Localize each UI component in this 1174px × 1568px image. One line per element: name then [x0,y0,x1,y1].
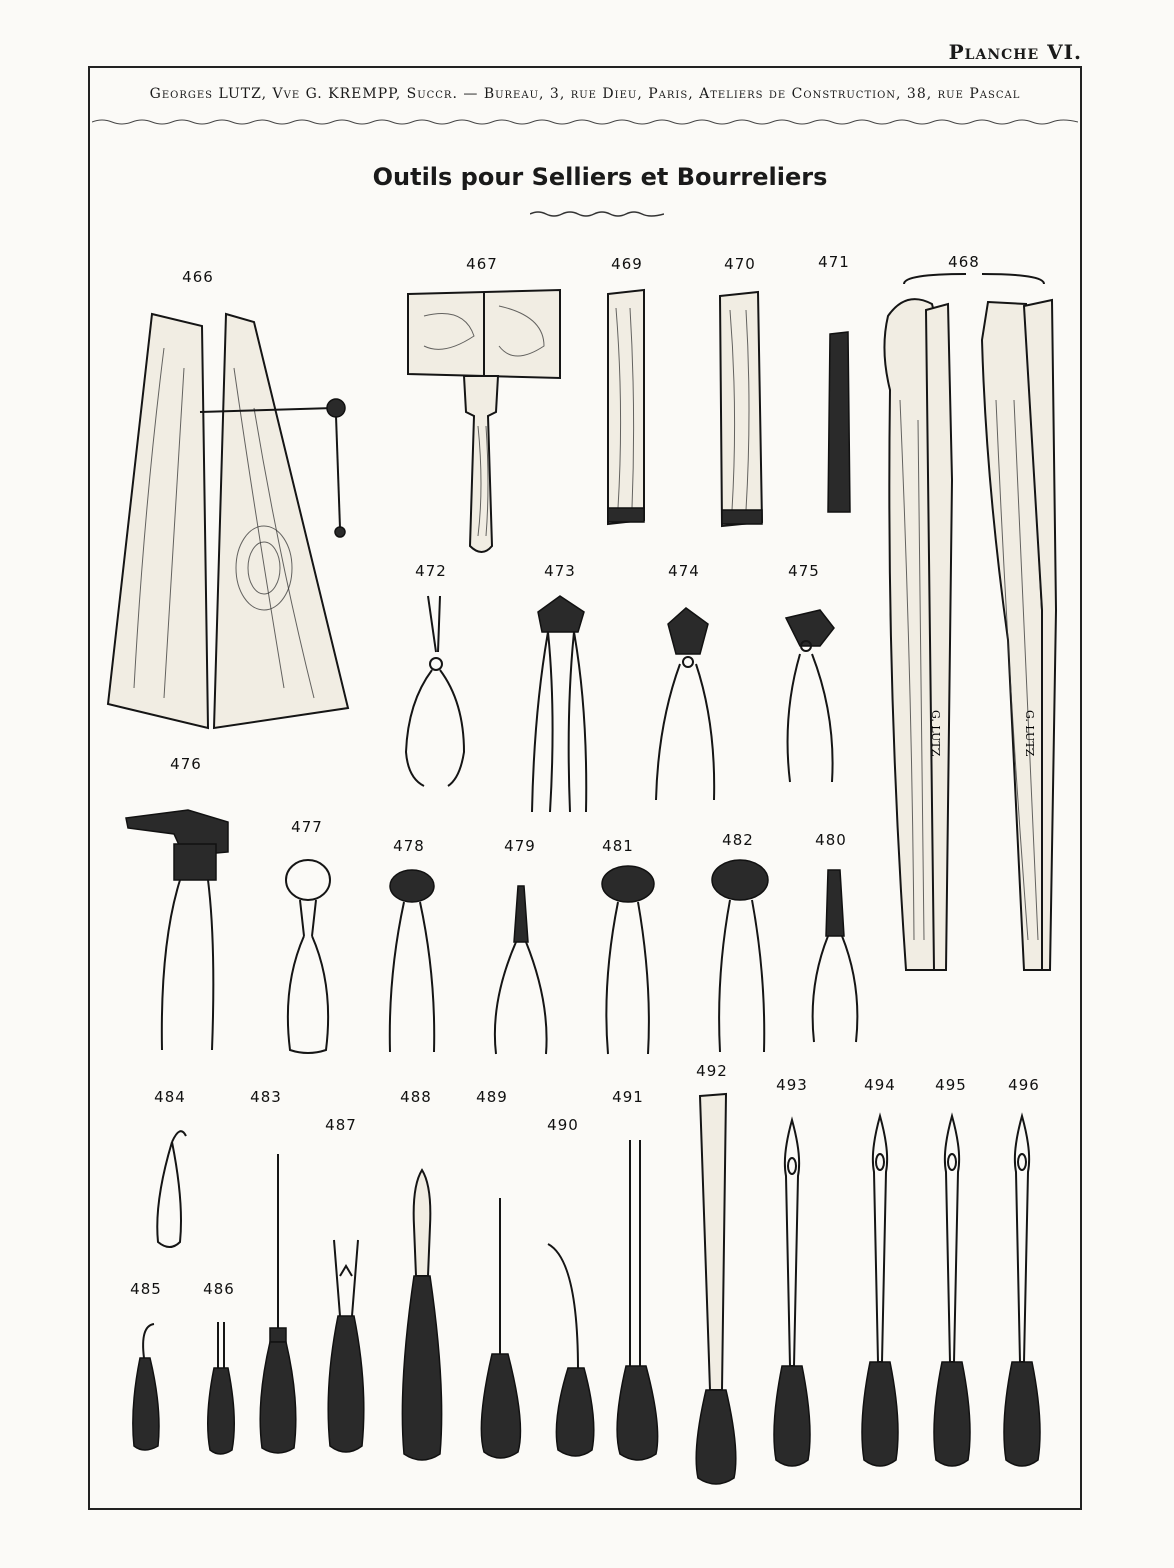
item-number-491: 491 [612,1088,644,1106]
awl-489-illustration [476,1194,528,1464]
item-number-469: 469 [611,255,643,273]
plate-number: Planche VI. [948,40,1082,64]
item-number-483: 483 [250,1088,282,1106]
pincers-473-illustration [526,592,594,818]
header-address: Georges LUTZ, Vve G. KREMPP, Succr. — Bureau, 3, rue Dieu, Paris, Ateliers de Construction, 38, rue Pascal [149,86,1021,102]
item-number-484: 484 [154,1088,186,1106]
item-number-472: 472 [415,562,447,580]
item-number-495: 495 [935,1076,967,1094]
awl-486-illustration [202,1318,242,1458]
item-number-475: 475 [788,562,820,580]
needle-495-illustration [930,1112,974,1472]
stitching-clamp-pair-illustration [876,280,1072,970]
item-number-493: 493 [776,1076,808,1094]
hammer-pincers-476-illustration [124,804,234,1054]
item-number-477: 477 [291,818,323,836]
item-number-492: 492 [696,1062,728,1080]
pliers-472-illustration [398,592,472,792]
rubbing-stick-470-illustration [716,290,766,530]
flat-pliers-480-illustration [804,866,864,1046]
awl-491-illustration [612,1136,662,1466]
hook-484-illustration [150,1122,190,1252]
item-number-487: 487 [325,1116,357,1134]
item-number-480: 480 [815,831,847,849]
item-number-486: 486 [203,1280,235,1298]
needle-496-illustration [1000,1112,1044,1472]
item-number-478: 478 [393,837,425,855]
item-number-488: 488 [400,1088,432,1106]
title-flourish [530,208,664,220]
item-number-496: 496 [1008,1076,1040,1094]
round-nose-pliers-479-illustration [488,882,552,1058]
punch-pliers-475-illustration [776,606,846,786]
mallet-illustration [404,286,564,560]
item-number-476: 476 [170,755,202,773]
item-number-467: 467 [466,255,498,273]
clamp-left-engraving: G. LUTZ [929,710,942,757]
rubbing-stick-469-illustration [604,288,648,528]
wide-chisel-492-illustration [692,1090,740,1490]
item-number-471: 471 [818,253,850,271]
item-number-481: 481 [602,837,634,855]
item-number-490: 490 [547,1116,579,1134]
pincers-482-illustration [706,856,776,1056]
pincers-481-illustration [596,862,660,1062]
item-number-473: 473 [544,562,576,580]
round-knife-488-illustration [398,1166,446,1466]
item-number-466: 466 [182,268,214,286]
page-title: Outils pour Selliers et Bourreliers [372,163,828,191]
ring-tongs-477-illustration [278,856,338,1056]
item-number-470: 470 [724,255,756,273]
end-cutters-478-illustration [382,866,442,1056]
awl-483-illustration [256,1152,300,1458]
item-number-479: 479 [504,837,536,855]
item-number-489: 489 [476,1088,508,1106]
curved-awl-490-illustration [544,1240,600,1462]
item-number-485: 485 [130,1280,162,1298]
item-number-474: 474 [668,562,700,580]
hook-awl-485-illustration [126,1318,166,1454]
needle-494-illustration [858,1112,902,1472]
header-divider [92,118,1078,126]
forked-tool-487-illustration [324,1236,368,1458]
clamp-right-engraving: G. LUTZ [1023,710,1036,757]
needle-493-illustration [770,1116,814,1472]
item-number-468: 468 [948,253,980,271]
small-file-471-illustration [824,330,854,514]
saddlers-clam-illustration [104,308,364,734]
item-number-494: 494 [864,1076,896,1094]
cutting-pliers-474-illustration [650,604,724,804]
item-number-482: 482 [722,831,754,849]
